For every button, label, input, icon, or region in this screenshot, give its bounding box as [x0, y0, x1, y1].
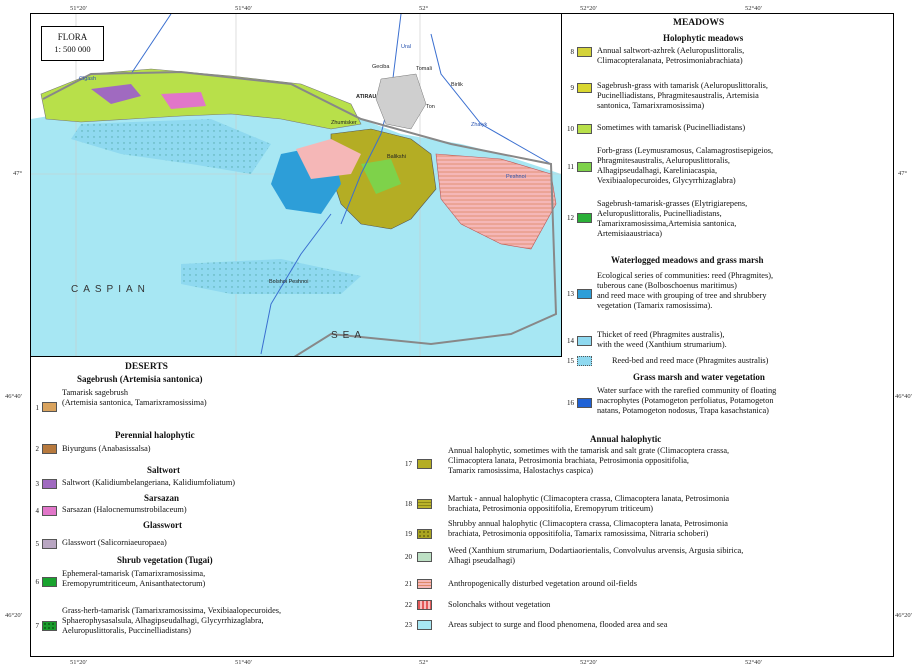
- legend-text-20: Weed (Xanthium strumarium, Dodartiaorientalis, Convolvulus arvensis, Argusia sibirica, Alhagi pseudalhagi): [448, 546, 744, 565]
- sea-label-caspian: CASPIAN: [71, 284, 150, 295]
- legend-text-1: Tamarisk sagebrush (Artemisia santonica, Tamarixramosissima): [62, 388, 207, 407]
- legend-text-2: Biyurguns (Anabasissalsa): [62, 444, 151, 453]
- river-peshnoi-label: Peshnoi: [506, 174, 526, 180]
- legend-text-18: Martuk - annual halophytic (Climacoptera crassa, Climacoptera lanata, Petrosimonia brachiata, Petrosimonia oppositifolia, Eremopyrum triticeum): [448, 494, 730, 513]
- legend-num-18: 18: [405, 500, 412, 508]
- lat-left-3: 46°20': [5, 612, 22, 619]
- legend-text-13: Ecological series of communities: reed (Phragmites), tuberous cane (Bolboschoenus maritimus) and reed mace with grouping of tree and shrubbery vegetation (Tamarix ramosissima).: [597, 271, 774, 310]
- river-ural-label: Ural: [401, 44, 412, 50]
- legend-text-14: Thicket of reed (Phragmites australis), with the weed (Xanthium strumarium).: [597, 330, 727, 349]
- legend-text-16: Water surface with the rarefied community of floating macrophytes (Potamogeton perfoliatus, Potamogeton natans, Potamogeton nodosus, Trapa kasachstanica): [597, 386, 777, 415]
- place-zhumysker: Zhumisker: [331, 120, 357, 126]
- place-gediz: Geciba: [372, 64, 390, 70]
- tick-top-5: 52°40': [745, 5, 762, 12]
- legend-text-19: Shrubby annual halophytic (Climacoptera crassa, Climacoptera lanata, Petrosimonia brachiata, Petrosimonia oppositifolia, Tamarix ramosissima, Nitraria schoberi): [448, 519, 728, 538]
- group-shrub: Shrub vegetation (Tugai): [117, 555, 213, 565]
- group-sarsazan: Sarsazan: [144, 493, 180, 503]
- tick-bottom-3: 52°: [419, 659, 429, 666]
- legend-text-8: Annual saltwort-azhrek (Aeluropuslittoralis, Climacopteralanata, Petrosimoniabrachiata): [597, 46, 745, 65]
- legend-num-4: 4: [35, 507, 39, 515]
- place-birlik: Birlik: [451, 82, 463, 88]
- legend-text-22: Solonchaks without vegetation: [448, 600, 551, 609]
- legend-swatch-2: [42, 444, 57, 454]
- legend-swatch-17: [417, 459, 432, 469]
- tick-bottom-4: 52°20': [580, 659, 597, 666]
- waterlogged-subtitle: Waterlogged meadows and grass marsh: [611, 255, 764, 265]
- legend-num-23: 23: [405, 621, 412, 629]
- flora-title-box: [41, 26, 104, 61]
- tick-bottom-1: 51°20': [70, 659, 87, 666]
- place-tomaly: Tomali: [416, 66, 432, 72]
- map-panel: [31, 14, 562, 357]
- legend-text-10: Sometimes with tamarisk (Pucinelliadistans): [597, 123, 746, 132]
- lat-right-3: 46°20': [895, 612, 912, 619]
- legend-swatch-16: [577, 398, 592, 408]
- legend-text-21: Anthropogenically disturbed vegetation around oil-fields: [448, 579, 637, 588]
- legend-num-9: 9: [570, 84, 574, 92]
- legend-text-12: Sagebrush-tamarisk-grasses (Elytrigiarepens, Aeluropuslittoralis, Pucinelliadistans, Tamarixramosissima,Artemisia santonica, Artemisiaaustriaca): [597, 199, 748, 238]
- legend-swatch-14: [577, 336, 592, 346]
- legend-swatch-22: [417, 600, 432, 610]
- legend-text-7: Grass-herb-tamarisk (Tamarixramosissima, Vexibiaalopecuroides, Sphaerophysasalsula, Alhagipseudalhagi, Glycyrrhizaglabra, Aeluropuslittoralis, Puccinelliadistans): [62, 606, 282, 635]
- legend-num-11: 11: [567, 163, 574, 171]
- tick-top-4: 52°20': [580, 5, 597, 12]
- legend-swatch-21: [417, 579, 432, 589]
- legend-swatch-23: [417, 620, 432, 630]
- tick-bottom-5: 52°40': [745, 659, 762, 666]
- legend-swatch-15: [577, 356, 592, 366]
- legend-swatch-8: [577, 47, 592, 57]
- legend-num-12: 12: [567, 214, 574, 222]
- tick-top-1: 51°20': [70, 5, 87, 12]
- river-kigash-label: Cigash: [79, 76, 97, 82]
- legend-num-19: 19: [405, 530, 412, 538]
- legend-swatch-19: [417, 529, 432, 539]
- legend-text-9: Sagebrush-grass with tamarisk (Aeluropuslittoralis, Pucinelliadistans, Phragmitesaustralis, Artemisia santonica, Tamarixramosissima): [597, 81, 768, 110]
- legend-swatch-11: [577, 162, 592, 172]
- map-scale: 1: 500 000: [54, 44, 91, 54]
- vegetation-map: [31, 14, 561, 356]
- legend-text-17: Annual halophytic, sometimes with the tamarisk and salt grate (Climacoptera crassa, Climacoptera lanata, Petrosimonia brachiata, Petrosimonia oppositifolia, Tamarix ramosissima, Halostachys caspica): [448, 446, 730, 475]
- legend-text-4: Sarsazan (Halocnemumstrobilaceum): [62, 505, 187, 514]
- deserts-title: DESERTS: [125, 362, 168, 372]
- legend-swatch-4: [42, 506, 57, 516]
- legend-swatch-5: [42, 539, 57, 549]
- legend-swatch-3: [42, 479, 57, 489]
- lat-right-2: 46°40': [895, 393, 912, 400]
- legend-num-20: 20: [405, 553, 412, 561]
- legend-num-13: 13: [567, 290, 574, 298]
- holophytic-subtitle: Holophytic meadows: [663, 33, 744, 43]
- legend-text-3: Saltwort (Kalidiumbelangeriana, Kalidiumfoliatum): [62, 478, 236, 487]
- legend-swatch-1: [42, 402, 57, 412]
- flora-title: FLORA: [57, 32, 88, 42]
- river-zhaik-label: Zhaiyk: [471, 122, 488, 128]
- legend-swatch-9: [577, 83, 592, 93]
- legend-num-3: 3: [35, 480, 39, 488]
- legend-swatch-7: [42, 621, 57, 631]
- legend-num-1: 1: [35, 404, 39, 412]
- place-atyrau: ATIRAU: [356, 94, 377, 100]
- lat-left-1: 47°: [13, 170, 23, 177]
- legend-swatch-20: [417, 552, 432, 562]
- legend-num-21: 21: [405, 580, 412, 588]
- legend-swatch-6: [42, 577, 57, 587]
- legend-text-15: Reed-bed and reed mace (Phragmites australis): [612, 356, 769, 365]
- legend-text-5: Glasswort (Salicorniaeuropaea): [62, 538, 167, 547]
- legend-num-2: 2: [35, 445, 39, 453]
- group-saltwort: Saltwort: [147, 465, 180, 475]
- legend-num-14: 14: [567, 337, 574, 345]
- group-glasswort: Glasswort: [143, 520, 182, 530]
- island-label: Bolshoi Peshnoi: [269, 279, 309, 285]
- legend-num-7: 7: [35, 622, 39, 630]
- tick-top-2: 51°40': [235, 5, 252, 12]
- place-ton: Ton: [426, 104, 435, 110]
- legend-num-16: 16: [567, 399, 574, 407]
- legend-swatch-12: [577, 213, 592, 223]
- tick-bottom-2: 51°40': [235, 659, 252, 666]
- group-perennial: Perennial halophytic: [115, 430, 195, 440]
- legend-num-17: 17: [405, 460, 412, 468]
- legend-text-6: Ephemeral-tamarisk (Tamarixramosissima, Eremopyrumtriticeum, Anisanthatectorum): [62, 569, 206, 588]
- group-sagebrush: Sagebrush (Artemisia santonica): [77, 374, 203, 384]
- meadows-title: MEADOWS: [673, 18, 725, 28]
- legend-num-5: 5: [35, 540, 39, 548]
- lat-left-2: 46°40': [5, 393, 22, 400]
- legend-num-6: 6: [35, 578, 39, 586]
- tick-top-3: 52°: [419, 5, 429, 12]
- legend-num-22: 22: [405, 601, 412, 609]
- legend-num-10: 10: [567, 125, 574, 133]
- legend-text-23: Areas subject to surge and flood phenomena, flooded area and sea: [448, 620, 668, 629]
- legend-swatch-13: [577, 289, 592, 299]
- annual-subtitle: Annual halophytic: [590, 434, 662, 444]
- grass-marsh-subtitle: Grass marsh and water vegetation: [633, 372, 765, 382]
- lat-right-1: 47°: [898, 170, 908, 177]
- legend-num-15: 15: [567, 357, 574, 365]
- sea-label-sea: SEA: [331, 330, 367, 341]
- legend-swatch-18: [417, 499, 432, 509]
- place-balikshi: Balikshi: [387, 154, 406, 160]
- legend-swatch-10: [577, 124, 592, 134]
- legend-text-11: Forb-grass (Leymusramosus, Calamagrostisepigeios, Phragmitesaustralis, Aeluropuslittoralis, Alhagipseudalhagi, Kareliniacaspia, Vexibiaalopecuroides, Glycyrrhizaglabra): [597, 146, 774, 185]
- legend-num-8: 8: [570, 48, 574, 56]
